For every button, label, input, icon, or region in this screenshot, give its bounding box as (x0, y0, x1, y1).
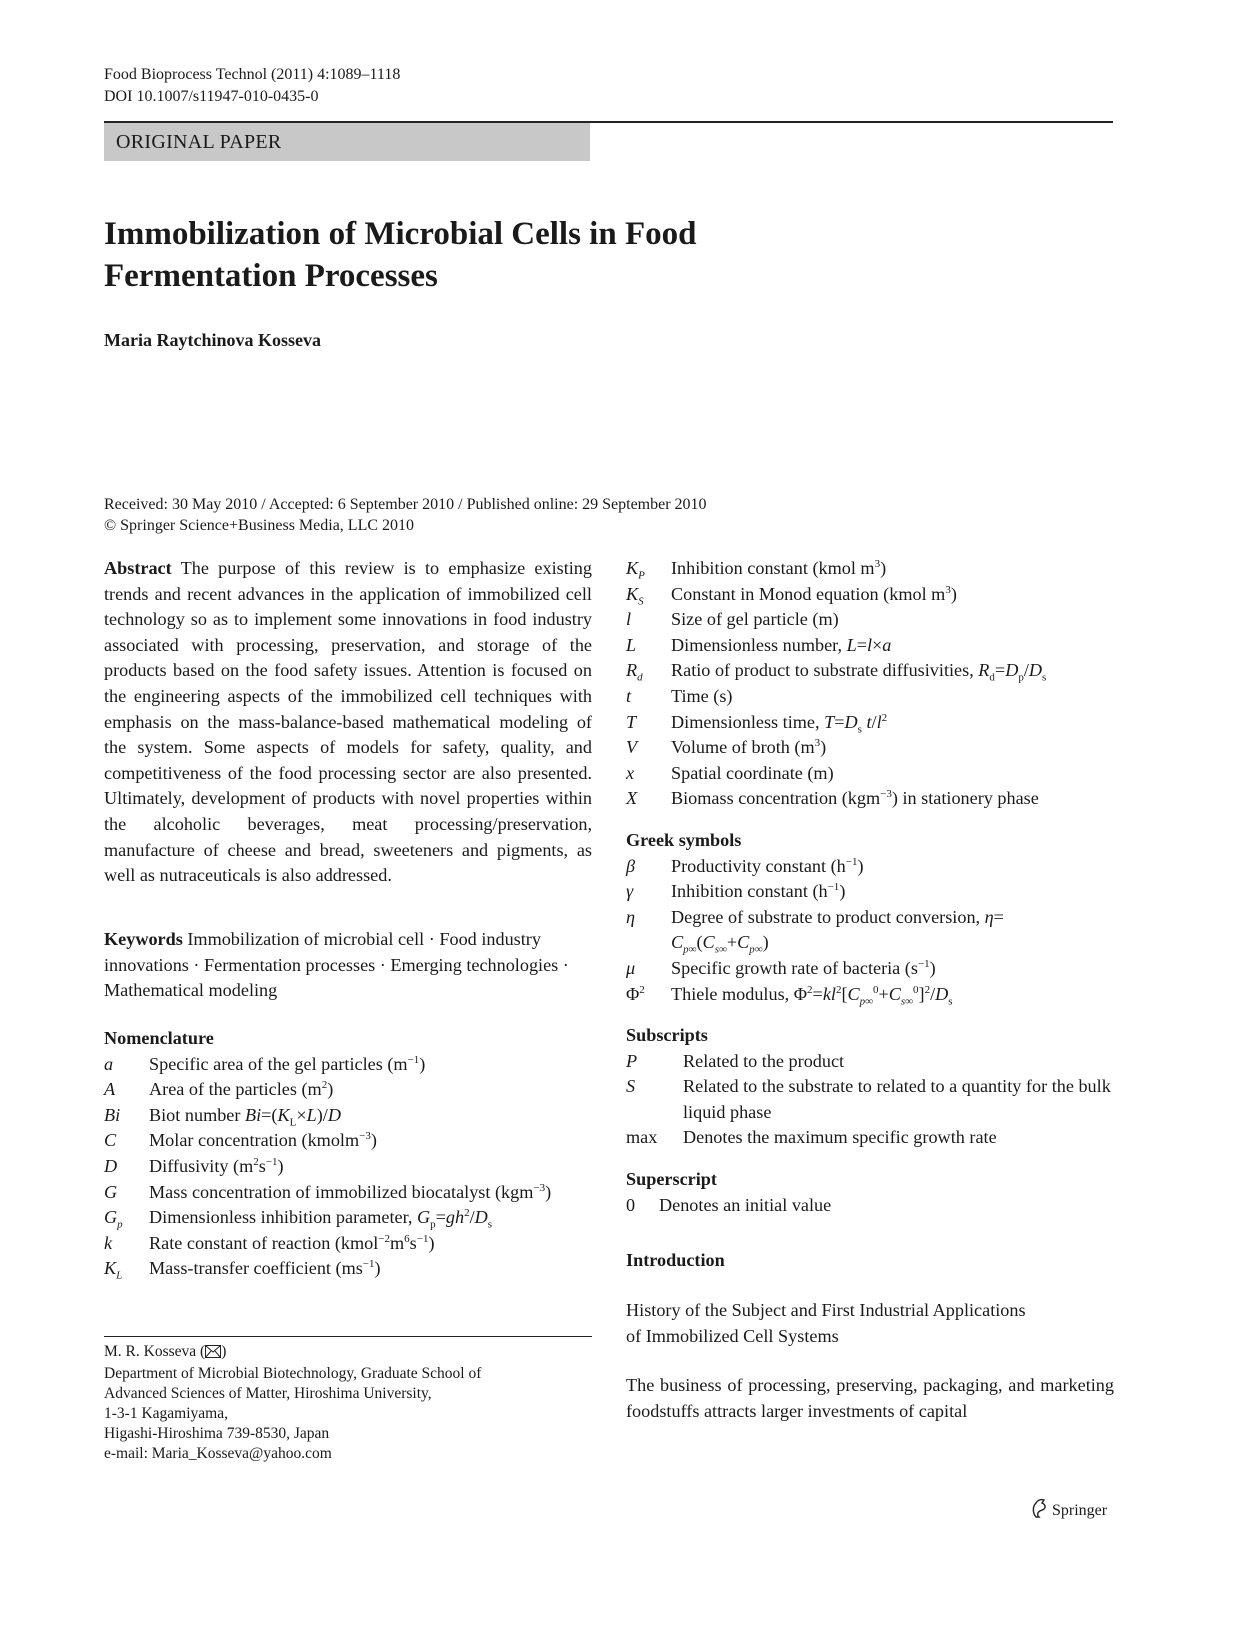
envelope-icon (205, 1344, 221, 1364)
nomenclature-item: x Spatial coordinate (m) (626, 762, 834, 783)
affiliation-line-3: 1-3-1 Kagamiyama, (104, 1405, 228, 1422)
nomenclature-item: V Volume of broth $(m^3)$ (626, 737, 827, 758)
nomenclature-item: l Size of gel particle (m) (626, 609, 839, 630)
title-line-2: Fermentation Processes (104, 258, 438, 294)
nomenclature-item: β Productivity constant $(h^{-1})$ (626, 855, 864, 876)
springer-horse-icon (1030, 1497, 1048, 1524)
subscript-item: P Related to the product (626, 1050, 845, 1071)
affiliation-line-4: Higashi-Hiroshima 739-8530, Japan (104, 1425, 330, 1442)
nomenclature-item: D Diffusivity $(m^2s^{-1})$ (104, 1155, 284, 1176)
nomenclature-item: t Time (s) (626, 685, 733, 706)
nomenclature-item: $K_L$ Mass-transfer coefficient $(ms^{-1})$ (104, 1258, 381, 1282)
greek-symbols-heading: Greek symbols (626, 829, 742, 850)
keywords (104, 927, 592, 1004)
journal-line: Food Bioprocess Technol (2011) 4:1089–1118 (104, 66, 401, 83)
affiliation-name-close: ) (221, 1343, 227, 1360)
nomenclature-heading: Nomenclature (104, 1028, 214, 1048)
affiliation-line-2: Advanced Sciences of Matter, Hiroshima University, (104, 1385, 432, 1402)
abstract (104, 556, 592, 889)
nomenclature-item: $R_d$ Ratio of product to substrate diffusivities, $R_d=D_p/D_s$ (626, 660, 1047, 685)
subscripts-heading: Subscripts (626, 1025, 708, 1046)
publisher-logo (1030, 1497, 1107, 1524)
author-name: Maria Raytchinova Kosseva (104, 330, 321, 350)
affiliation-email: e-mail: Maria_Kosseva@yahoo.com (104, 1445, 332, 1462)
superscript-item: 0 Denotes an initial value (626, 1194, 832, 1215)
introduction-heading: Introduction (626, 1250, 725, 1270)
article-title (104, 213, 864, 297)
title-line-1: Immobilization of Microbial Cells in Food (104, 216, 697, 252)
superscript-heading: Superscript (626, 1169, 717, 1190)
affiliation-line-1: Department of Microbial Biotechnology, Graduate School of (104, 1365, 482, 1382)
nomenclature-item: a Specific area of the gel particles $(m^{-1})$ (104, 1053, 426, 1074)
abstract-label: Abstract (104, 558, 172, 578)
nomenclature-item: k Rate constant of reaction $(kmol^{-2}m^6s^{-1})$ (104, 1232, 435, 1253)
nomenclature-list (104, 1026, 592, 1282)
affiliation-name: M. R. Kosseva ( (104, 1343, 206, 1360)
nomenclature-item: $\Phi^2$ Thiele modulus, $\Phi^2=kl^2[C_{p\infty}^0+C_{s\infty}^0]^2/D_s$ (626, 983, 953, 1008)
nomenclature-item: μ Specific growth rate of bacteria $(s^{-1})$ (626, 957, 936, 978)
nomenclature-item: L Dimensionless number, L=l×a (626, 634, 892, 655)
dates-block (104, 494, 707, 536)
nomenclature-item: C Molar concentration (kmolm$^{-3}$) (104, 1130, 377, 1151)
nomenclature-item: T Dimensionless time, $T=D_s$ $t/l^2$ (626, 711, 888, 736)
subscript-item: S Related to the substrate to related to a quantity for the bulk liquid phase (626, 1076, 1111, 1122)
nomenclature-item: $G_p$ Dimensionless inhibition parameter, $G_p=gh^2/D_s$ (104, 1207, 493, 1231)
nomenclature-item: X Biomass concentration (kgm$^{-3}$) in stationery phase (626, 788, 1039, 809)
nomenclature-item: Bi Biot number $Bi=(K_L\times L)/D$ (104, 1104, 342, 1129)
abstract-text: The purpose of this review is to emphasize existing trends and recent advances in the application of immobilized cell technology so as to implement some innovations in food industry associated with processing, preservation, and storage of the products based on the food safety issues. Attention is focused on the engineering aspects of the immobilized cell techniques with emphasis on the mass-balance-based mathematical modeling of the system. Some aspects of models for safety, quality, and competitiveness of the food processing sector are also presented. Ultimately, development of products with novel properties within the alcoholic beverages, meat processing/preservation, manufacture of cheese and bread, sweeteners and pigments, as well as nutraceuticals is also addressed. (104, 558, 592, 886)
footnote-rule (104, 1336, 592, 1337)
keywords-text: Immobilization of microbial cell · Food industry innovations · Fermentation processes · Emerging technologies · Mathematical modeling (104, 929, 569, 1001)
nomenclature-item: γ Inhibition constant $(h^{-1})$ (626, 881, 846, 902)
publication-dates: Received: 30 May 2010 / Accepted: 6 September 2010 / Published online: 29 September 2010 (104, 496, 707, 513)
copyright-line: © Springer Science+Business Media, LLC 2010 (104, 517, 415, 534)
nomenclature-item: G Mass concentration of immobilized biocatalyst (kgm$^{-3}$) (104, 1181, 552, 1202)
nomenclature-item: $K_P$ Inhibition constant (kmol $m^3$) (626, 557, 887, 582)
section-label: ORIGINAL PAPER (104, 123, 590, 161)
nomenclature-list-continued (626, 556, 1114, 1218)
author-affiliation (104, 1342, 481, 1464)
nomenclature-item: η Degree of substrate to product conversion, η= $C_{p\infty}(C_{s\infty}+C_{p\infty})$ (626, 906, 1004, 956)
nomenclature-item: $K_S$ Constant in Monod equation (kmol $m^3$) (626, 583, 957, 608)
subscript-item: max Denotes the maximum specific growth rate (626, 1127, 997, 1148)
introduction-text: The business of processing, preserving, packaging, and marketing foodstuffs attracts larger investments of capital (626, 1375, 1114, 1421)
introduction-subheading: History of the Subject and First Industrial Applications of Immobilized Cell Systems (626, 1300, 1026, 1346)
doi-line: DOI 10.1007/s11947-010-0435-0 (104, 88, 319, 105)
journal-citation (104, 64, 400, 108)
publisher-name: Springer (1052, 1501, 1108, 1519)
nomenclature-item: A Area of the particles $(m^2)$ (104, 1079, 334, 1100)
keywords-label: Keywords (104, 929, 183, 949)
